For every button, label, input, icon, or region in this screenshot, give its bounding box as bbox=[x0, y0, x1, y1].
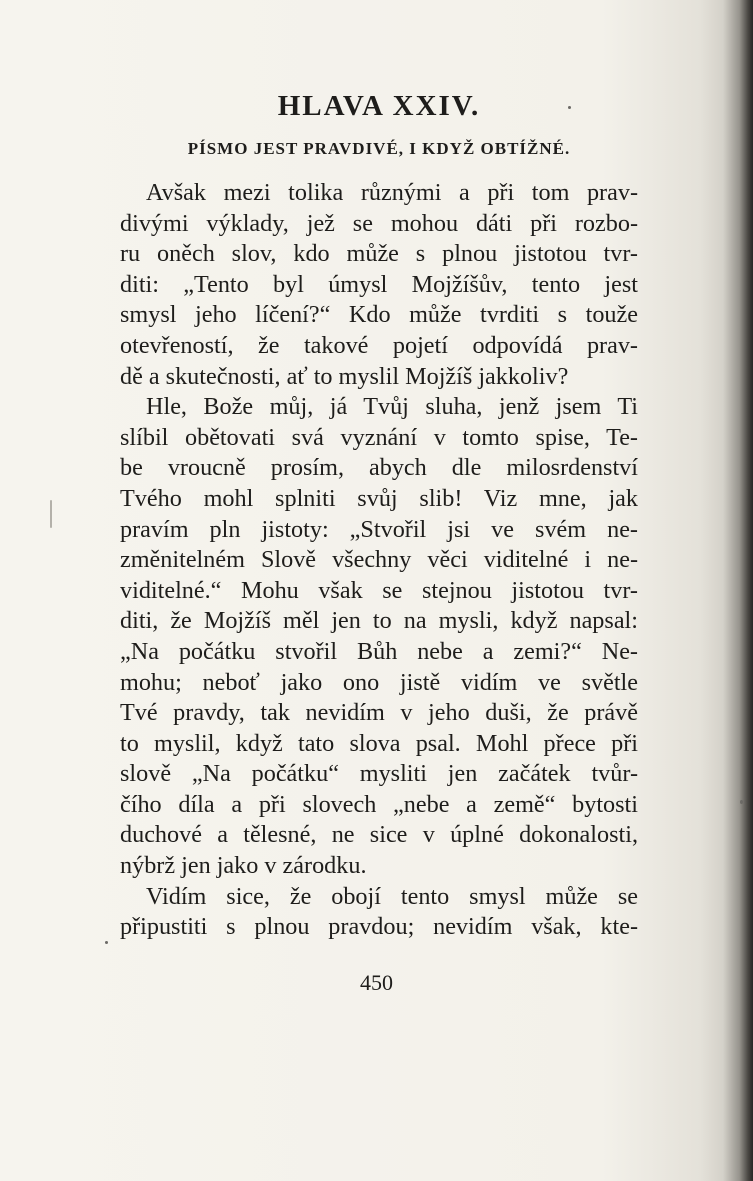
text-line: smysl jeho líčení?“ Kdo může tvrditi s touže bbox=[120, 301, 638, 329]
paper-speck bbox=[50, 500, 52, 528]
text-line: be vroucně prosím, abych dle milosrdenství bbox=[120, 454, 638, 482]
text-line: ru oněch slov, kdo může s plnou jistotou tvr- bbox=[120, 240, 638, 268]
book-spine-shadow bbox=[723, 0, 753, 1181]
chapter-subtitle: PÍSMO JEST PRAVDIVÉ, I KDYŽ OBTÍŽNÉ. bbox=[187, 139, 571, 158]
text-line: duchové a tělesné, ne sice v úplné dokonalosti, bbox=[120, 821, 638, 849]
text-line: Tvé pravdy, tak nevidím v jeho duši, že právě bbox=[120, 699, 638, 727]
text-line: to myslil, když tato slova psal. Mohl přece při bbox=[120, 729, 638, 757]
text-line: „Na počátku stvořil Bůh nebe a zemi?“ Ne- bbox=[120, 637, 638, 665]
text-line: připustiti s plnou pravdou; nevidím však, kte- bbox=[120, 913, 638, 941]
page-content bbox=[120, 88, 638, 943]
text-line: otevřeností, že takové pojetí odpovídá prav- bbox=[120, 331, 638, 359]
text-line: Tvého mohl splniti svůj slib! Viz mne, jak bbox=[120, 484, 638, 512]
paper-speck bbox=[105, 941, 108, 944]
page-number: 450 bbox=[360, 970, 393, 995]
text-line: čího díla a při slovech „nebe a země“ bytosti bbox=[120, 790, 638, 818]
text-line: slíbil obětovati svá vyznání v tomto spise, Te- bbox=[120, 423, 638, 451]
chapter-title: HLAVA XXIV. bbox=[277, 90, 481, 122]
text-line: mohu; neboť jako ono jistě vidím ve světle bbox=[120, 668, 638, 696]
chapter-body-text bbox=[120, 178, 638, 943]
text-line: dě a skutečnosti, ať to myslil Mojžíš jakkoliv? bbox=[120, 362, 569, 390]
text-line: divými výklady, jež se mohou dáti při rozbo- bbox=[120, 209, 638, 237]
text-line: Hle, Bože můj, já Tvůj sluha, jenž jsem Ti bbox=[146, 393, 638, 421]
text-line: Avšak mezi tolika různými a při tom prav- bbox=[146, 179, 638, 206]
text-line: nýbrž jen jako v zárodku. bbox=[120, 852, 367, 880]
text-line: slově „Na počátku“ mysliti jen začátek tvůr- bbox=[120, 760, 638, 788]
text-line: viditelné.“ Mohu však se stejnou jistotou tvr- bbox=[120, 576, 638, 604]
text-line: pravím pln jistoty: „Stvořil jsi ve svém ne- bbox=[120, 515, 638, 543]
paper-speck bbox=[740, 800, 743, 804]
text-line: diti, že Mojžíš měl jen to na mysli, když napsal: bbox=[120, 607, 638, 635]
text-line: změnitelném Slově všechny věci viditelné i ne- bbox=[120, 546, 638, 574]
text-line: diti: „Tento byl úmysl Mojžíšův, tento jest bbox=[120, 270, 638, 298]
text-line: Vidím sice, že obojí tento smysl může se bbox=[146, 882, 638, 910]
